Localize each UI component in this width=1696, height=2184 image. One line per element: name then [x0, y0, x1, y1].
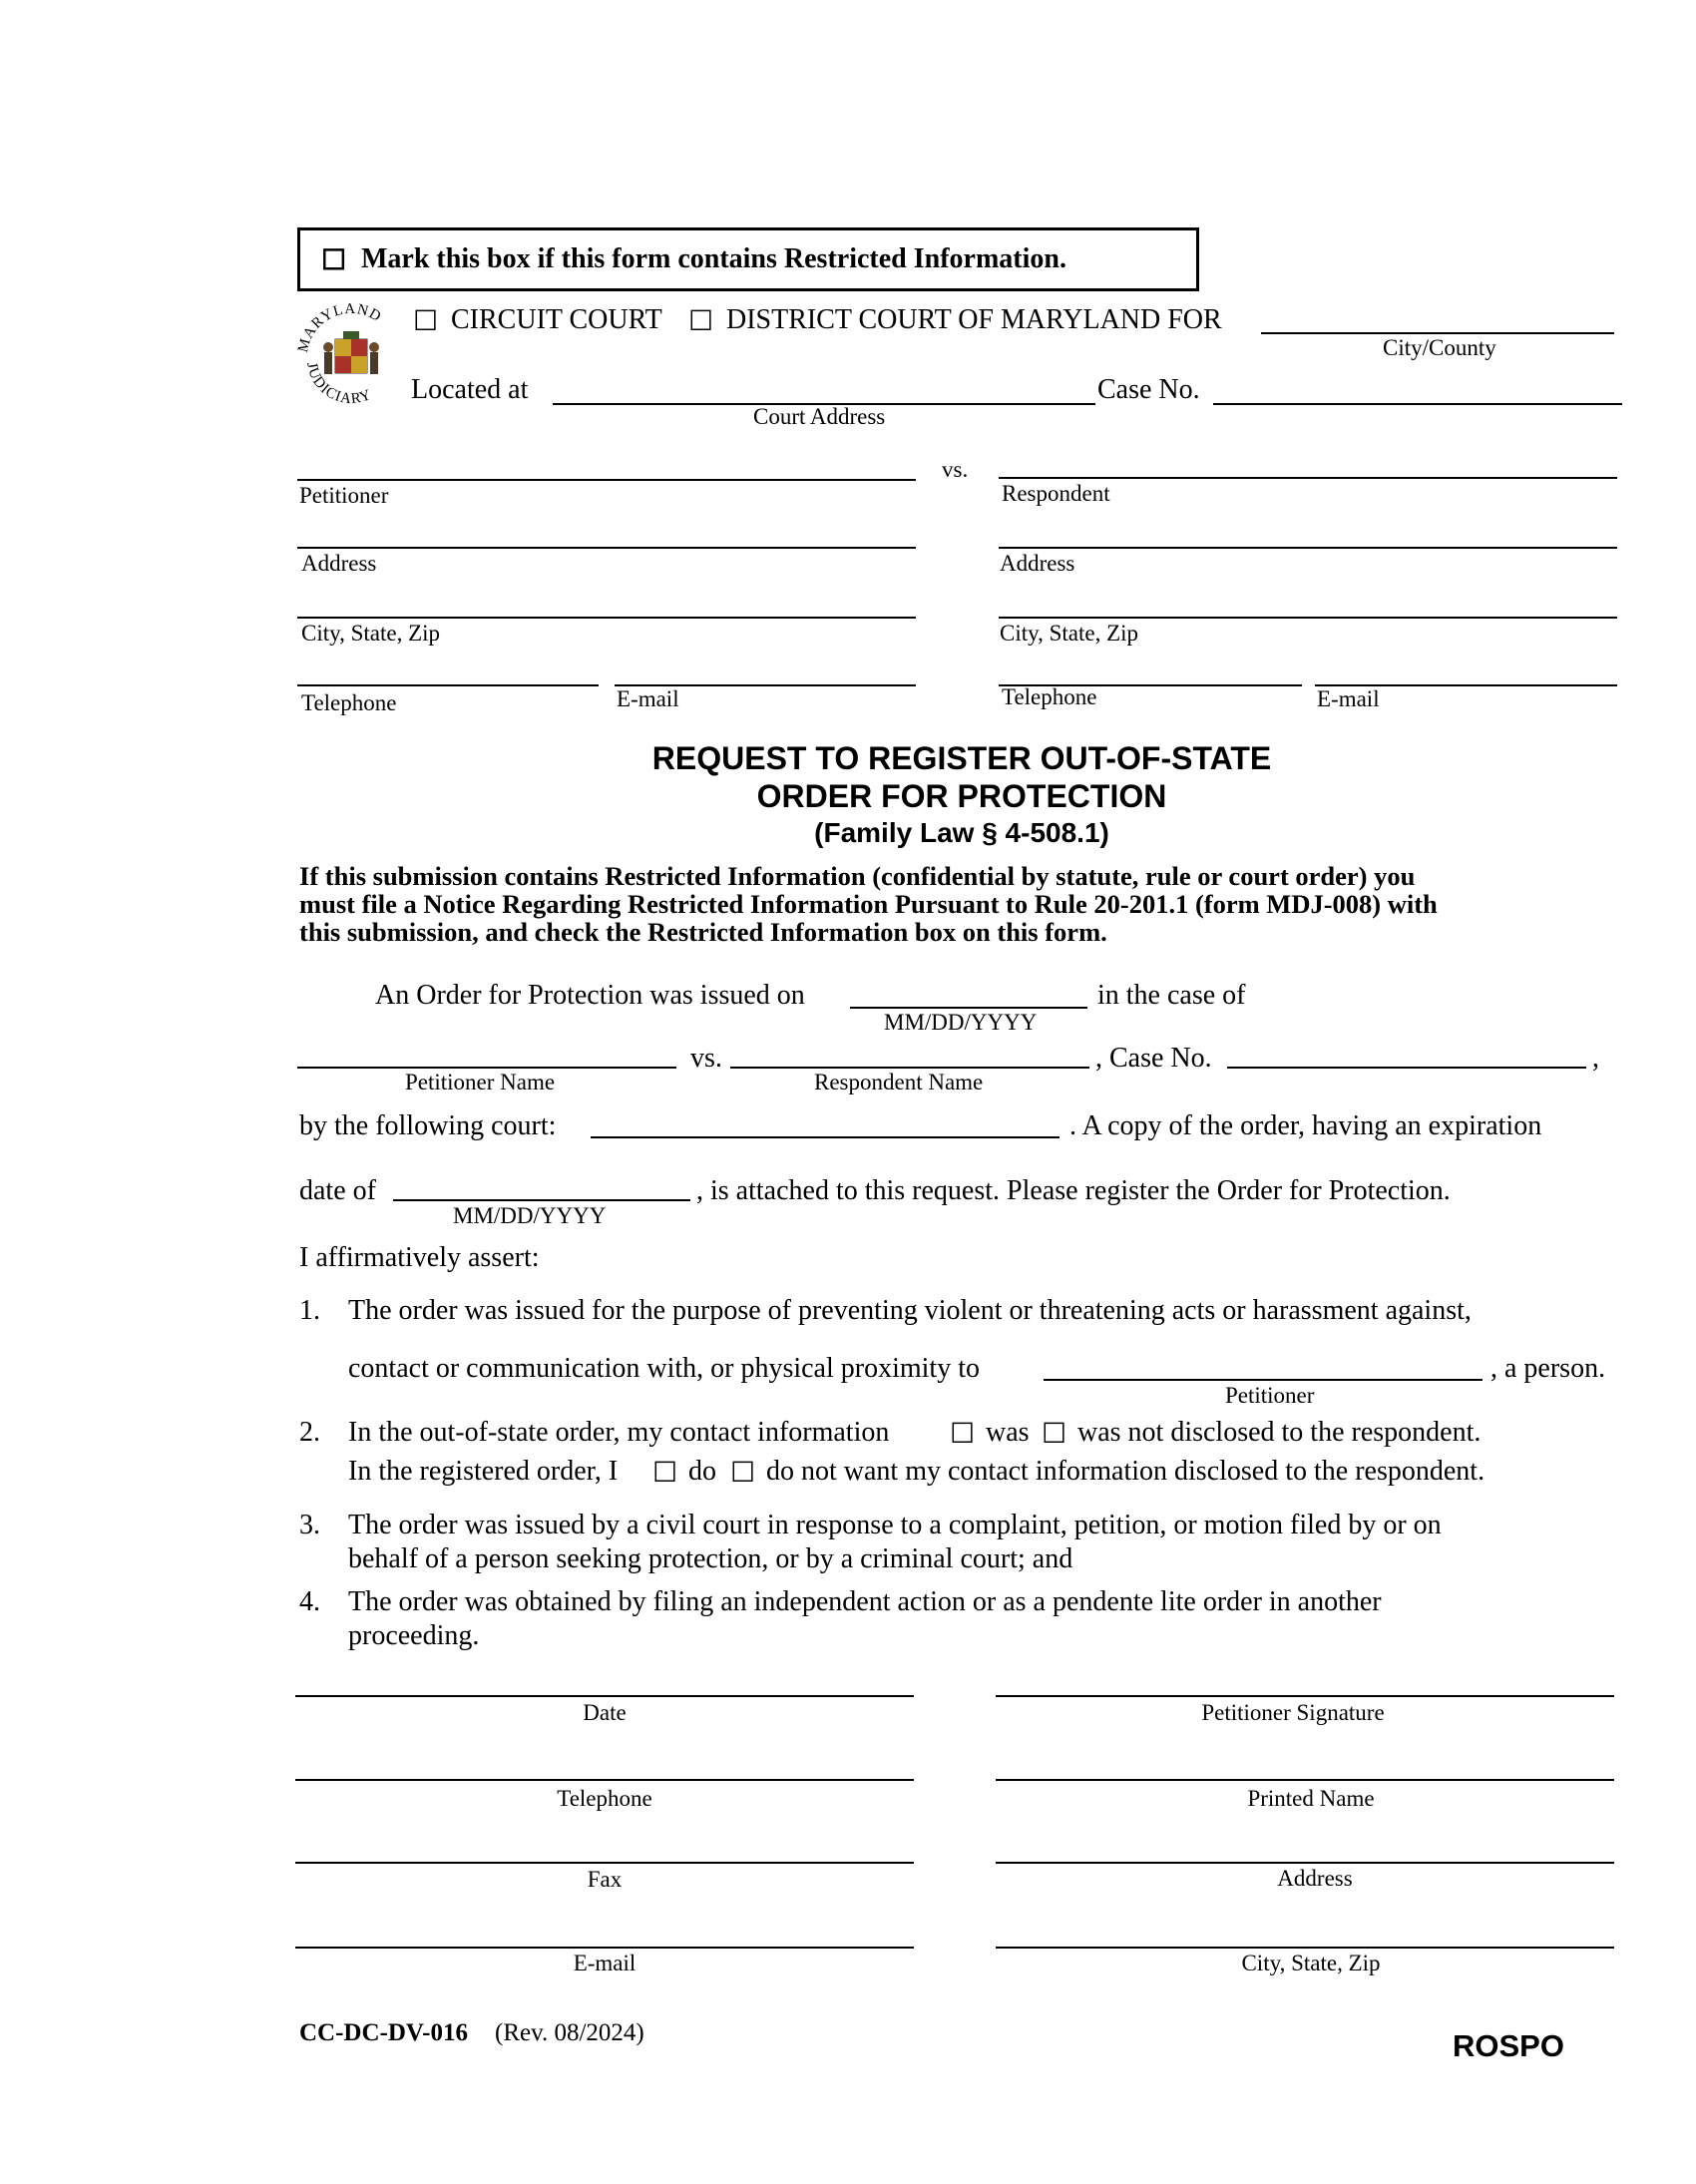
- item-1-suffix: , a person.: [1490, 1353, 1606, 1384]
- seal-bottom-text: JUDICIARY: [303, 360, 375, 408]
- located-at-label: Located at: [411, 374, 529, 405]
- was-not-checkbox[interactable]: ☐: [1042, 1419, 1067, 1450]
- respondent-city-label: City, State, Zip: [1000, 621, 1139, 646]
- issued-suffix-text: in the case of: [1097, 980, 1246, 1011]
- respondent-city-field[interactable]: [999, 617, 1617, 619]
- petitioner-address-field[interactable]: [297, 547, 916, 549]
- respondent-telephone-label: Telephone: [1002, 684, 1097, 709]
- respondent-address-field[interactable]: [999, 547, 1617, 549]
- restricted-notice-line3: this submission, and check the Restricted Information box on this form.: [299, 917, 1107, 947]
- petitioner-telephone-field[interactable]: [297, 684, 599, 686]
- petitioner-name-label: Petitioner Name: [405, 1070, 556, 1094]
- affirm-heading: I affirmatively assert:: [299, 1242, 540, 1273]
- was-label: was: [986, 1417, 1030, 1448]
- date-label: Date: [583, 1700, 627, 1725]
- email-field[interactable]: [295, 1947, 914, 1949]
- petitioner-address-label: Address: [301, 551, 377, 576]
- form-revision: (Rev. 08/2024): [495, 2019, 644, 2046]
- fax-label: Fax: [587, 1867, 623, 1892]
- item-4-number: 4.: [299, 1586, 320, 1617]
- order-case-no-field[interactable]: [1227, 1067, 1586, 1069]
- respondent-name-label: Respondent Name: [814, 1070, 984, 1094]
- city-county-label: City/County: [1383, 335, 1496, 360]
- form-title-line1: REQUEST TO REGISTER OUT-OF-STATE: [651, 740, 1272, 776]
- protected-person-label: Petitioner: [1225, 1383, 1315, 1408]
- item-2-line2-text: In the registered order, I: [348, 1456, 619, 1487]
- vs-label: vs.: [942, 457, 969, 482]
- petitioner-label: Petitioner: [299, 483, 389, 508]
- court-prefix-text: by the following court:: [299, 1110, 557, 1141]
- item-3-line2: behalf of a person seeking protection, or by a criminal court; and: [348, 1543, 1073, 1574]
- circuit-court-label: CIRCUIT COURT: [451, 304, 662, 335]
- petitioner-signature-label: Petitioner Signature: [1201, 1700, 1385, 1725]
- item-2-line1-text: In the out-of-state order, my contact information: [348, 1417, 890, 1448]
- trailing-comma: ,: [1592, 1043, 1599, 1074]
- item-3-number: 3.: [299, 1510, 320, 1540]
- form-abbreviation: ROSPO: [1453, 2028, 1564, 2063]
- district-court-label: DISTRICT COURT OF MARYLAND FOR: [726, 304, 1222, 335]
- issued-date-hint: MM/DD/YYYY: [884, 1010, 1038, 1035]
- court-suffix-text: . A copy of the order, having an expiration: [1069, 1110, 1542, 1141]
- restricted-info-checkbox[interactable]: ☐: [321, 245, 347, 276]
- fax-field[interactable]: [295, 1862, 914, 1864]
- circuit-court-checkbox[interactable]: ☐: [413, 306, 439, 337]
- item-2-number: 2.: [299, 1417, 320, 1448]
- petitioner-telephone-label: Telephone: [301, 690, 397, 715]
- petitioner-field[interactable]: [297, 479, 916, 481]
- date-field[interactable]: [295, 1695, 914, 1697]
- form-title-statute: (Family Law § 4-508.1): [814, 817, 1109, 848]
- case-no-field[interactable]: [1213, 403, 1622, 405]
- was-not-label: was not disclosed to the respondent.: [1077, 1417, 1482, 1448]
- printed-name-label: Printed Name: [1247, 1786, 1375, 1811]
- email-label: E-mail: [573, 1951, 636, 1975]
- issued-date-field[interactable]: [850, 1007, 1087, 1009]
- case-no-label: Case No.: [1097, 374, 1200, 405]
- telephone-field[interactable]: [295, 1779, 914, 1781]
- case-vs-text: vs.: [690, 1043, 722, 1074]
- court-address-label: Court Address: [753, 404, 886, 429]
- do-checkbox[interactable]: ☐: [652, 1458, 678, 1489]
- petitioner-name-field[interactable]: [297, 1067, 676, 1069]
- do-not-label: do not want my contact information disclosed to the respondent.: [766, 1456, 1485, 1487]
- respondent-label: Respondent: [1002, 481, 1110, 506]
- telephone-label: Telephone: [557, 1786, 652, 1811]
- was-checkbox[interactable]: ☐: [950, 1419, 976, 1450]
- restricted-notice-line1: If this submission contains Restricted Information (confidential by statute, rule or court order) you: [299, 861, 1416, 891]
- signer-city-label: City, State, Zip: [1241, 1951, 1381, 1975]
- petitioner-city-label: City, State, Zip: [301, 621, 441, 646]
- issuing-court-field[interactable]: [591, 1136, 1060, 1138]
- case-no-text: , Case No.: [1095, 1043, 1212, 1074]
- petitioner-email-label: E-mail: [617, 686, 679, 711]
- item-4-line2: proceeding.: [348, 1620, 480, 1651]
- signer-address-field[interactable]: [996, 1862, 1614, 1864]
- printed-name-field[interactable]: [996, 1779, 1614, 1781]
- item-3-line1: The order was issued by a civil court in response to a complaint, petition, or motion filed by or on: [348, 1510, 1442, 1540]
- protected-person-field[interactable]: [1044, 1379, 1483, 1381]
- item-1-number: 1.: [299, 1295, 320, 1326]
- expiration-date-field[interactable]: [393, 1199, 690, 1201]
- signer-city-field[interactable]: [996, 1947, 1614, 1949]
- item-1-line1: The order was issued for the purpose of preventing violent or threatening acts or harassment against,: [348, 1295, 1472, 1326]
- issued-prefix-text: An Order for Protection was issued on: [375, 980, 805, 1011]
- district-court-checkbox[interactable]: ☐: [688, 306, 714, 337]
- seal-top-text: MARYLAND: [295, 300, 385, 354]
- respondent-email-label: E-mail: [1317, 686, 1380, 711]
- city-county-field[interactable]: [1261, 332, 1614, 334]
- date-of-text: date of: [299, 1175, 376, 1206]
- form-title-line2: ORDER FOR PROTECTION: [756, 778, 1167, 814]
- attached-text: , is attached to this request. Please register the Order for Protection.: [696, 1175, 1451, 1206]
- signer-address-label: Address: [1277, 1866, 1353, 1891]
- respondent-field[interactable]: [999, 477, 1617, 479]
- restricted-info-label: Mark this box if this form contains Restricted Information.: [361, 243, 1066, 274]
- do-not-checkbox[interactable]: ☐: [730, 1458, 756, 1489]
- respondent-name-field[interactable]: [730, 1067, 1089, 1069]
- maryland-judiciary-seal-icon: [295, 295, 407, 419]
- do-label: do: [688, 1456, 716, 1487]
- respondent-address-label: Address: [1000, 551, 1075, 576]
- expiration-date-hint: MM/DD/YYYY: [453, 1203, 607, 1228]
- item-4-line1: The order was obtained by filing an independent action or as a pendente lite order in another: [348, 1586, 1382, 1617]
- item-1-line2: contact or communication with, or physical proximity to: [348, 1353, 980, 1384]
- petitioner-city-field[interactable]: [297, 617, 916, 619]
- petitioner-signature-field[interactable]: [996, 1695, 1614, 1697]
- form-code: CC-DC-DV-016: [299, 2019, 468, 2046]
- restricted-notice-line2: must file a Notice Regarding Restricted Information Pursuant to Rule 20-201.1 (form MDJ-008) with: [299, 889, 1438, 919]
